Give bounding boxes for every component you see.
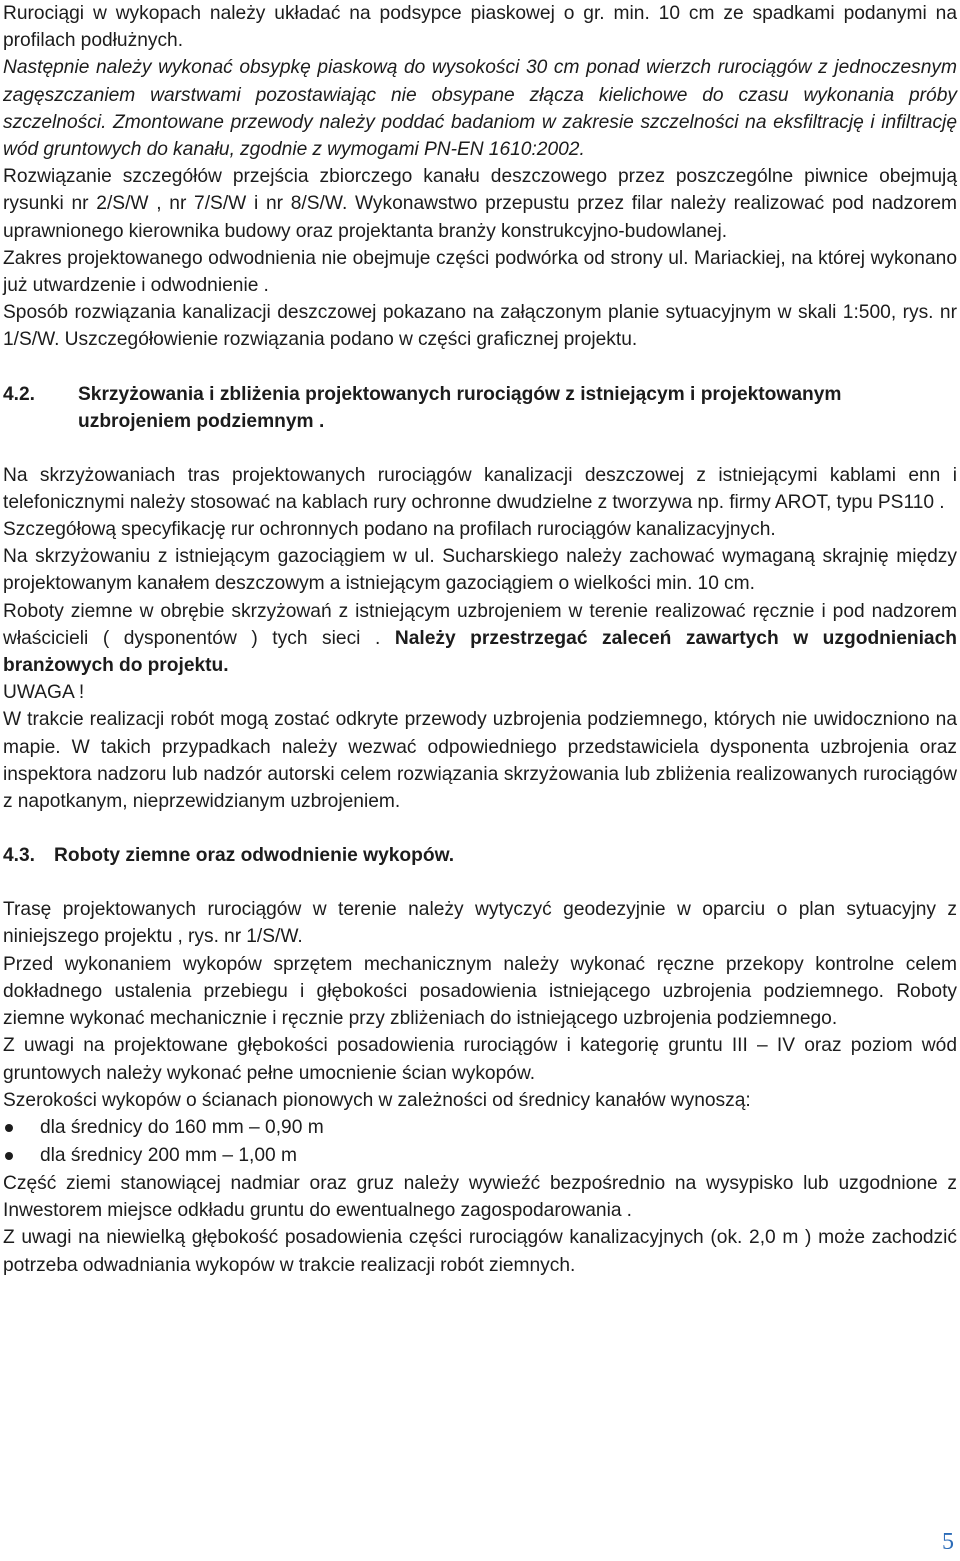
section-4-2-paragraph-4 [3, 598, 957, 680]
warning-label: UWAGA ! [3, 682, 85, 704]
section-title: Skrzyżowania i zbliżenia projektowanych rurociągów z istniejącym i projektowanym uzbrojeniem podziemnym . [78, 383, 842, 432]
section-4-2-paragraph-2: Szczegółową specyfikację rur ochronnych podano na profilach rurociągów kanalizacyjnych. [3, 519, 776, 541]
list-item-text: dla średnicy 200 mm – 1,00 m [40, 1144, 298, 1166]
section-4-3-paragraph-3: Z uwagi na projektowane głębokości posadowienia rurociągów i kategorię gruntu III – IV oraz poziom wód gruntowych należy wykonać pełne umocnienie ścian wykopów. [3, 1035, 957, 1084]
section-4-2-heading [3, 381, 957, 435]
intro-paragraph-1: Rurociągi w wykopach należy układać na podsypce piaskowej o gr. min. 10 cm ze spadkami podanymi na profilach podłużnych. [3, 3, 957, 52]
section-4-2-paragraph-1: Na skrzyżowaniach tras projektowanych rurociągów kanalizacji deszczowej z istniejącymi kablami enn i telefonicznymi należy stosować na kablach rury ochronne dwudzielne z tworzywa np. firmy AROT, typu PS110 . [3, 464, 957, 513]
section-title: Roboty ziemne oraz odwodnienie wykopów. [54, 845, 455, 867]
list-item [3, 1142, 957, 1170]
list-item-text: dla średnicy do 160 mm – 0,90 m [40, 1116, 324, 1138]
trench-width-list [3, 1114, 957, 1170]
section-4-3-paragraph-5: Część ziemi stanowiącej nadmiar oraz gruz należy wywieźć bezpośrednio na wysypisko lub uzgodnione z Inwestorem miejsce odkładu gruntu do ewentualnego zagospodarowania . [3, 1172, 957, 1222]
section-4-2-paragraph-3: Na skrzyżowaniu z istniejącym gazociągiem w ul. Sucharskiego należy zachować wymaganą skrajnię między projektowanym kanałem deszczowym a istniejącym gazociągiem o wielkości min. 10 cm. [3, 546, 957, 595]
intro-paragraph-3: Rozwiązanie szczegółów przejścia zbiorczego kanału deszczowego przez poszczególne piwnice obejmują rysunki nr 2/S/W , nr 7/S/W i nr 8/S/W. Wykonawstwo przepustu przez filar należy realizować pod nadzorem uprawnionego kierownika budowy oraz projektanta branży konstrukcyjno-budowlanej. [3, 166, 957, 242]
intro-paragraph-4: Zakres projektowanego odwodnienia nie obejmuje części podwórka od strony ul. Mariackiej, na której wykonano już utwardzenie i odwodnienie . [3, 247, 957, 297]
section-4-3-paragraph-2: Przed wykonaniem wykopów sprzętem mechanicznym należy wykonać ręczne przekopy kontrolne celem dokładnego ustalenia przebiegu i głębokości posadowienia istniejącego uzbrojenia podziemnego. Roboty ziemne wykonać mechanicznie i ręcznie przy zbliżeniach do istniejącego uzbrojenia podziemnego. [3, 953, 957, 1030]
section-4-3-paragraph-4: Szerokości wykopów o ścianach pionowych w zależności od średnicy kanałów wynoszą: [3, 1089, 751, 1111]
paragraph-emphasis: Należy przestrzegać zaleceń zawartych w uzgodnieniach branżowych do projektu. [3, 627, 957, 677]
section-number: 4.3. [3, 845, 36, 867]
section-spacer [3, 869, 957, 896]
bullet-icon [5, 1152, 13, 1160]
paragraph-text: Roboty ziemne w obrębie skrzyżowań z istniejącym uzbrojeniem w terenie realizować ręcznie i pod nadzorem właścicieli ( dysponentów ) tych sieci . [3, 600, 957, 649]
section-4-3-paragraph-6: Z uwagi na niewielką głębokość posadowienia części rurociągów kanalizacyjnych (ok. 2,0 m ) może zachodzić potrzeba odwadniania wykopów w trakcie realizacji robót ziemnych. [3, 1227, 957, 1276]
section-4-3-paragraph-1: Trasę projektowanych rurociągów w terenie należy wytyczyć geodezyjnie w oparciu o plan sytuacyjny z niniejszego projektu , rys. nr 1/S/W. [3, 899, 957, 948]
section-spacer [3, 815, 957, 842]
list-item [3, 1114, 957, 1142]
section-number: 4.2. [3, 383, 36, 405]
intro-paragraph-5: Sposób rozwiązania kanalizacji deszczowej pokazano na załączonym planie sytuacyjnym w skali 1:500, rys. nr 1/S/W. Uszczegółowienie rozwiązania podano w części graficznej projektu. [3, 302, 957, 351]
warning-text: W trakcie realizacji robót mogą zostać odkryte przewody uzbrojenia podziemnego, których nie uwidoczniono na mapie. W takich przypadkach należy wezwać odpowiedniego przedstawiciela dysponenta uzbrojenia oraz inspektora nadzoru lub nadzór autorski celem rozwiązania skrzyżowania lub zbliżenia realizowanych rurociągów z napotkanym, nieprzewidzianym uzbrojeniem. [3, 709, 957, 813]
section-4-3-heading [3, 842, 957, 869]
bullet-icon [5, 1124, 13, 1132]
intro-paragraph-2: Następnie należy wykonać obsypkę piaskową do wysokości 30 cm ponad wierzch rurociągów z jednoczesnym zagęszczaniem warstwami pozostawiając nie obsypane złącza kielichowe do czasu wykonania próby szczelności. Zmontowane przewody należy poddać badaniom w zakresie szczelności na eksfiltrację i infiltrację wód gruntowych do kanału, zgodnie z wymogami PN-EN 1610:2002. [3, 57, 957, 161]
page-number: 5 [942, 1529, 954, 1555]
document-page [3, 0, 957, 1279]
section-spacer [3, 354, 957, 381]
section-spacer [3, 435, 957, 462]
